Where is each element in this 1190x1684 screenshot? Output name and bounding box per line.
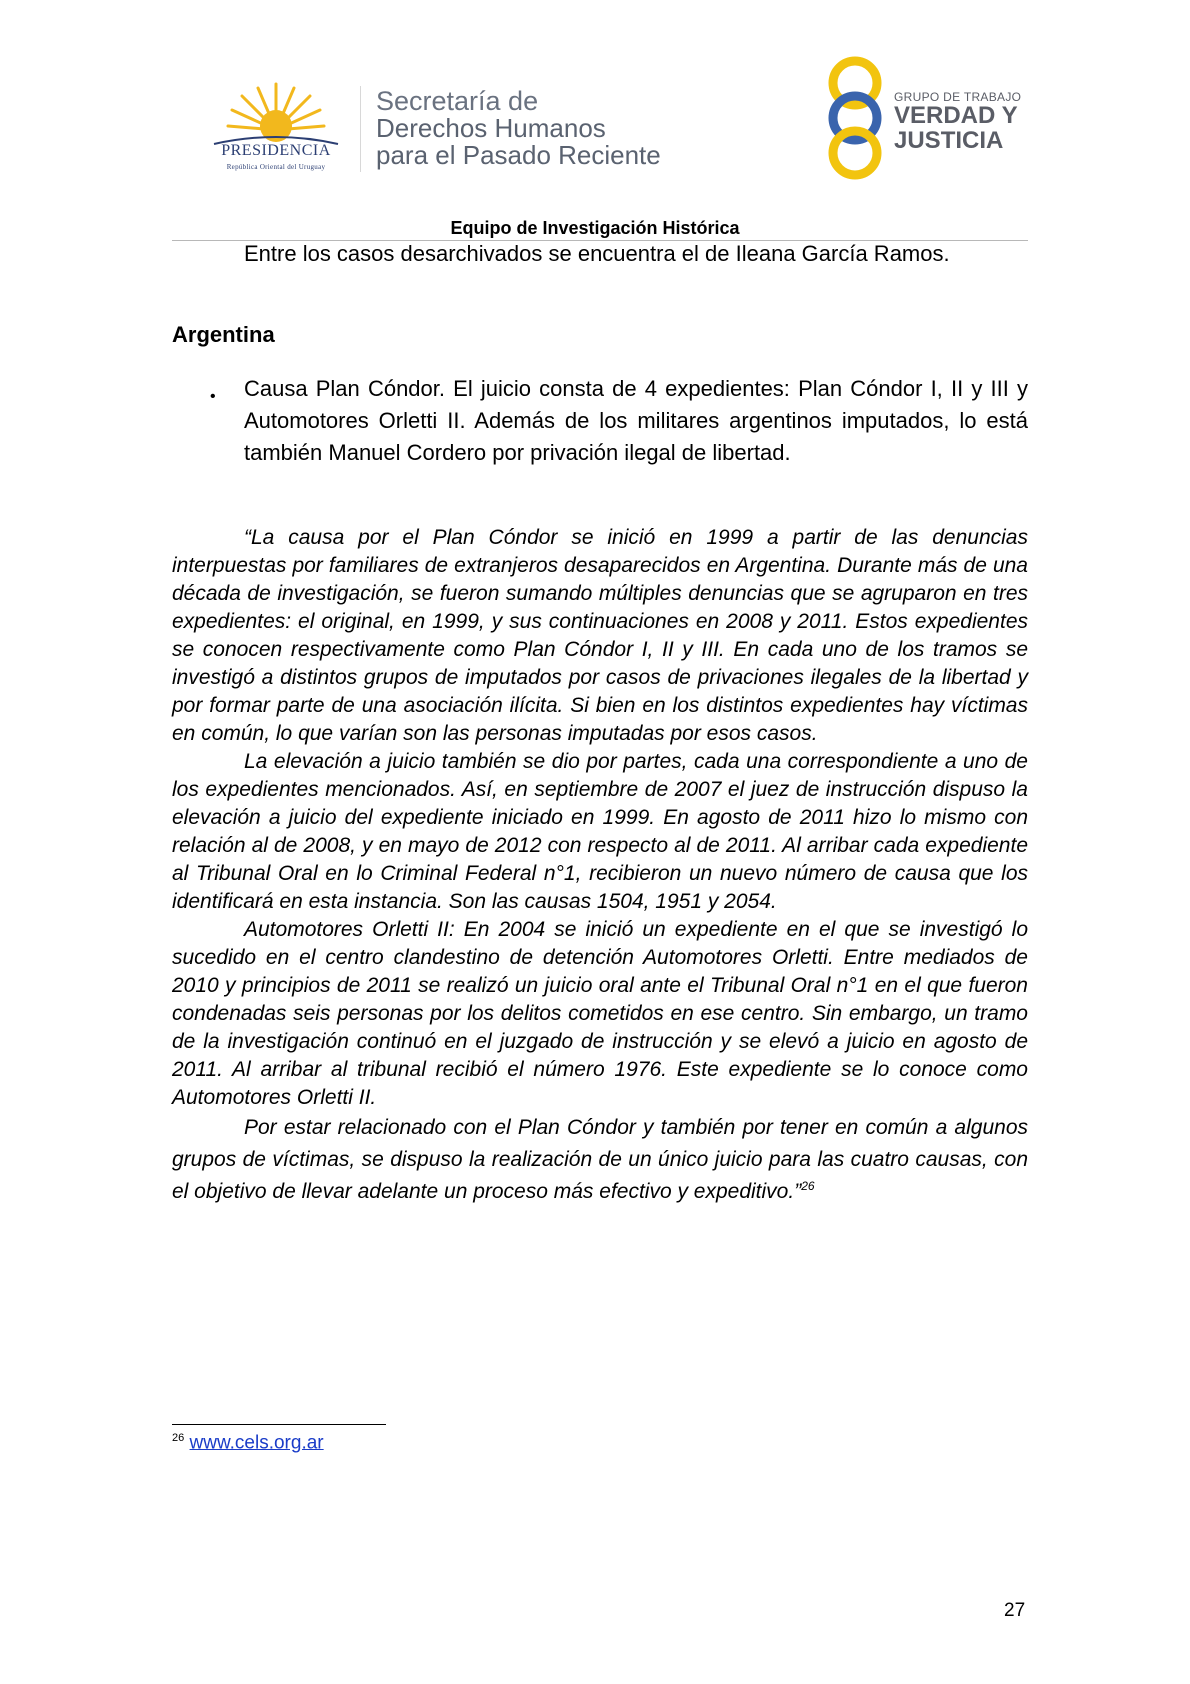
sun-icon [196,80,356,150]
footnote [172,1432,324,1454]
bullet-icon: • [210,388,216,405]
page-number: 27 [1004,1600,1026,1621]
quote-paragraph: La elevación a juicio también se dio por partes, cada una correspondiente a uno de los expedientes mencionados. Así, en septiembre de 2007 el juez de instrucción dispuso la elevación a juicio del expediente iniciado en 1999. En agosto de 2011 hizo lo mismo con relación al de 2008, y en mayo de 2012 con respecto al de 2011. Al arribar cada expediente al Tribunal Oral en lo Criminal Federal n°1, recibieron un nuevo número de causa que los identificará en esta instancia. Son las causas 1504, 1951 y 2054. [172,750,1028,913]
quote-paragraph: Automotores Orletti II: En 2004 se inició un expediente en el que se investigó lo sucedido en el centro clandestino de detención Automotores Orletti. Entre mediados de 2010 y principios de 2011 se realizó un juicio oral ante el Tribunal Oral n°1 en el que fueron condenadas seis personas por los delitos cometidos en ese centro. Sin embargo, un tramo de la investigación continuó en el juzgado de instrucción y se elevó a juicio en agosto de 2011. Al arribar al tribunal recibió el número 1976. Este expediente se lo conoce como Automotores Orletti II. [172,918,1028,1109]
block-quote [172,524,1028,1208]
presidencia-subtitle: República Oriental del Uruguay [226,163,326,171]
secretaria-line-1: Secretaría de [376,86,539,116]
secretaria-line-2: Derechos Humanos [376,113,606,143]
footnote-number: 26 [172,1432,185,1444]
vj-line-1: GRUPO DE TRABAJO [894,90,1022,104]
quote-paragraph-last [172,1112,1028,1208]
bullet-item: Causa Plan Cóndor. El juicio consta de 4 expedientes: Plan Cóndor I, II y III y Automotores Orletti II. Además de los militares argentinos imputados, lo está también Manuel Cordero por privación ilegal de libertad. [244,376,1028,465]
presidencia-name: PRESIDENCIA [221,142,331,159]
section-heading: Argentina [172,322,275,347]
rings-icon [820,56,890,180]
team-title: Equipo de Investigación Histórica [450,218,740,238]
footnote-reference[interactable]: 26 [801,1179,815,1193]
quote-last-text: Por estar relacionado con el Plan Cóndor y también por tener en común a algunos grupos de víctimas, se dispuso la realización de un único juicio para las cuatro causas, con el objetivo de llevar adelante un proceso más efectivo y expeditivo.” [172,1116,1028,1203]
secretaria-line-3: para el Pasado Reciente [376,140,661,170]
footnote-link[interactable]: www.cels.org.ar [189,1432,324,1454]
intro-paragraph: Entre los casos desarchivados se encuentra el de Ileana García Ramos. [244,241,950,266]
footnote-rule [172,1424,386,1425]
vj-line-3: JUSTICIA [894,127,1004,154]
presidencia-logo [196,80,356,180]
verdad-justicia-logo [820,56,1030,180]
logo-divider [360,86,361,172]
vj-line-2: VERDAD Y [894,102,1018,129]
secretaria-logo-text [376,88,661,169]
quote-paragraph: “La causa por el Plan Cóndor se inició en 1999 a partir de las denuncias interpuestas por familiares de extranjeros desaparecidos en Argentina. Durante más de una década de investigación, se fueron sumando múltiples denuncias que se agruparon en tres expedientes: el original, en 1999, y sus continuaciones en 2008 y 2011. Estos expedientes se conocen respectivamente como Plan Cóndor I, II y III. En cada uno de los tramos se investigó a distintos grupos de imputados por casos de privaciones ilegales de la libertad y por formar parte de una asociación ilícita. Si bien en los distintos expedientes hay víctimas en común, lo que varían son las personas imputadas por esos casos. [172,526,1028,745]
